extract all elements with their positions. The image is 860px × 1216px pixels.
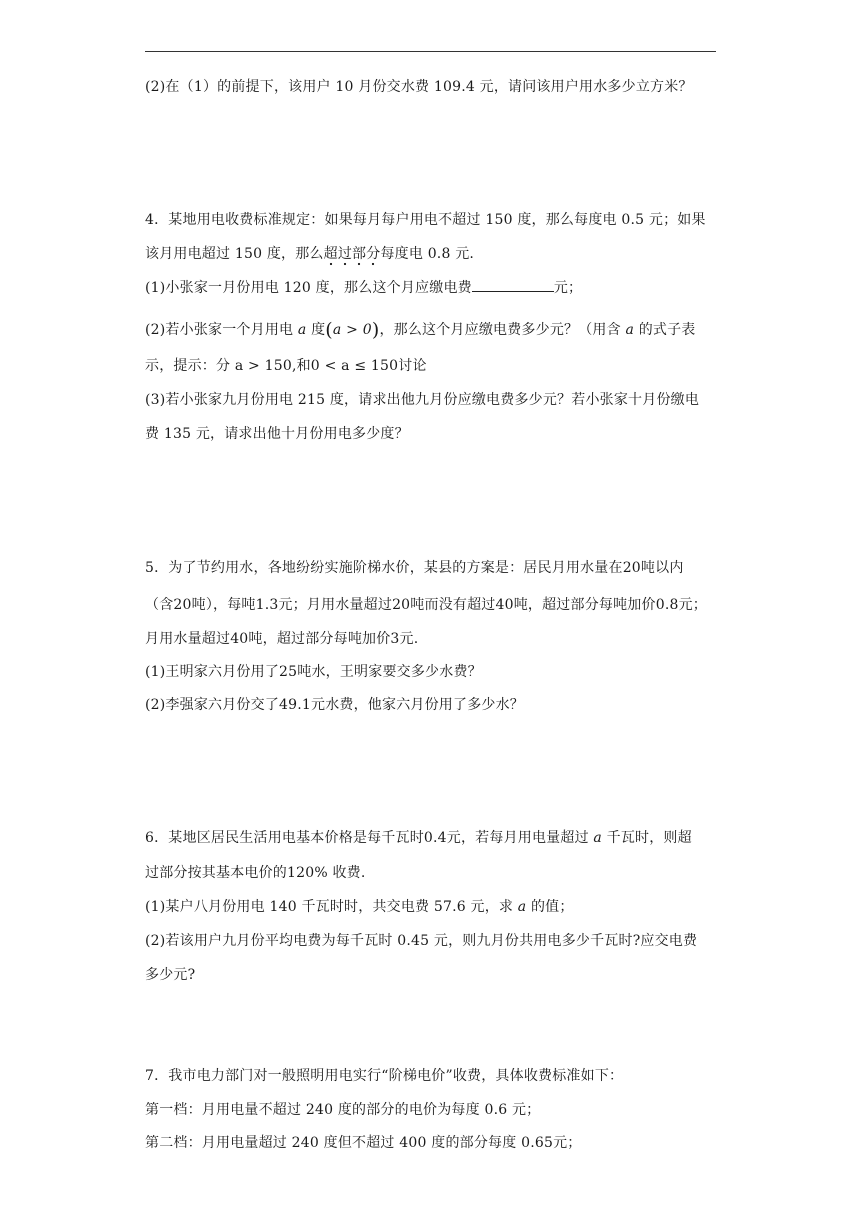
q6-part2-line2: 多少元?: [145, 967, 196, 983]
q4-stem-line2-b: 每度电 0.8 元.: [380, 246, 475, 262]
q6-var-a: a: [593, 830, 602, 846]
paren-open: (: [325, 319, 333, 341]
q4-var-a: a: [297, 322, 307, 338]
q4-part2-hint: 示，提示：分: [145, 358, 235, 374]
q7-tier2: 第二档：月用电量超过 240 度但不超过 400 度的部分每度 0.65元；: [145, 1135, 582, 1151]
paren-close: ): [371, 319, 380, 341]
q6-stem-line1: [145, 827, 692, 847]
q4-part2-text-d: 的式子表: [634, 322, 696, 338]
q5-stem-line3: 月用水量超过40吨，超过部分每吨加价3元.: [145, 631, 419, 647]
q4-stem-line2-a: 该月用电超过 150 度，那么: [145, 246, 324, 262]
q6-part1-text-b: 的值；: [526, 899, 574, 915]
q4-emphasis-dotted: 超过部分: [324, 246, 381, 266]
q6-stem-text-a: 6．某地区居民生活用电基本价格是每千瓦时0.4元，若每月用电量超过: [145, 830, 594, 846]
q4-part2-text-c: ，那么这个月应缴电费多少元？（用含: [379, 322, 626, 338]
q4-part3-line2: 费 135 元，请求出他十月份用电多少度？: [145, 426, 409, 442]
header-rule: [145, 51, 716, 52]
q7-tier1: 第一档：月用电量不超过 240 度的部分的电价为每度 0.6 元；: [145, 1102, 541, 1118]
q4-part2-text-a: (2)若小张家一个月用电: [145, 322, 298, 338]
q4-var-a2: a: [625, 322, 635, 338]
q4-part2-hint-math: a > 150,和0 < a ≤ 150讨论: [234, 358, 427, 374]
q5-part2: (2)李强家六月份交了49.1元水费，他家六月份用了多少水？: [145, 697, 525, 713]
q4-condition: a > 0: [332, 322, 372, 338]
q6-stem-line2: 过部分按其基本电价的120% 收费.: [145, 865, 366, 881]
q5-part1: (1)王明家六月份用了25吨水，王明家要交多少水费？: [145, 664, 482, 680]
q5-stem-line1: 5．为了节约用水，各地纷纷实施阶梯水价，某县的方案是：居民月用水量在20吨以内: [145, 560, 684, 576]
q6-part1: [145, 896, 574, 916]
q6-stem-text-b: 千瓦时，则超: [601, 830, 692, 846]
q4-part2-line1: [145, 319, 696, 341]
q4-part1: [145, 277, 582, 297]
q4-part2-text-b: 度: [306, 322, 326, 338]
q4-stem-line1: 4．某地用电收费标准规定：如果每月每户用电不超过 150 度，那么每度电 0.5 元；如果: [145, 212, 706, 228]
q4-part2-line2: [145, 355, 427, 375]
q4-part1-unit: 元；: [553, 280, 583, 296]
q6-part1-var: a: [517, 899, 527, 915]
q4-stem-line2: [145, 243, 474, 263]
answer-blank: [472, 279, 554, 292]
q6-part1-text-a: (1)某户八月份用电 140 千瓦时时，共交电费 57.6 元，求: [145, 899, 518, 915]
q3-part2: (2)在（1）的前提下，该用户 10 月份交水费 109.4 元，请问该用户用水多少立方米？: [145, 79, 693, 95]
q4-part1-text: (1)小张家一月份用电 120 度，那么这个月应缴电费: [145, 280, 472, 296]
q7-stem-line1: 7．我市电力部门对一般照明用电实行“阶梯电价”收费，具体收费标准如下：: [145, 1068, 624, 1084]
q6-part2-line1: (2)若该用户九月份平均电费为每千瓦时 0.45 元，则九月份共用电多少千瓦时?应交电费: [145, 933, 698, 949]
q4-part3-line1: (3)若小张家九月份用电 215 度，请求出他九月份应缴电费多少元？若小张家十月份缴电: [145, 392, 700, 408]
q5-stem-line2: （含20吨），每吨1.3元；月用水量超过20吨而没有超过40吨，超过部分每吨加价0.8元；: [145, 597, 707, 613]
